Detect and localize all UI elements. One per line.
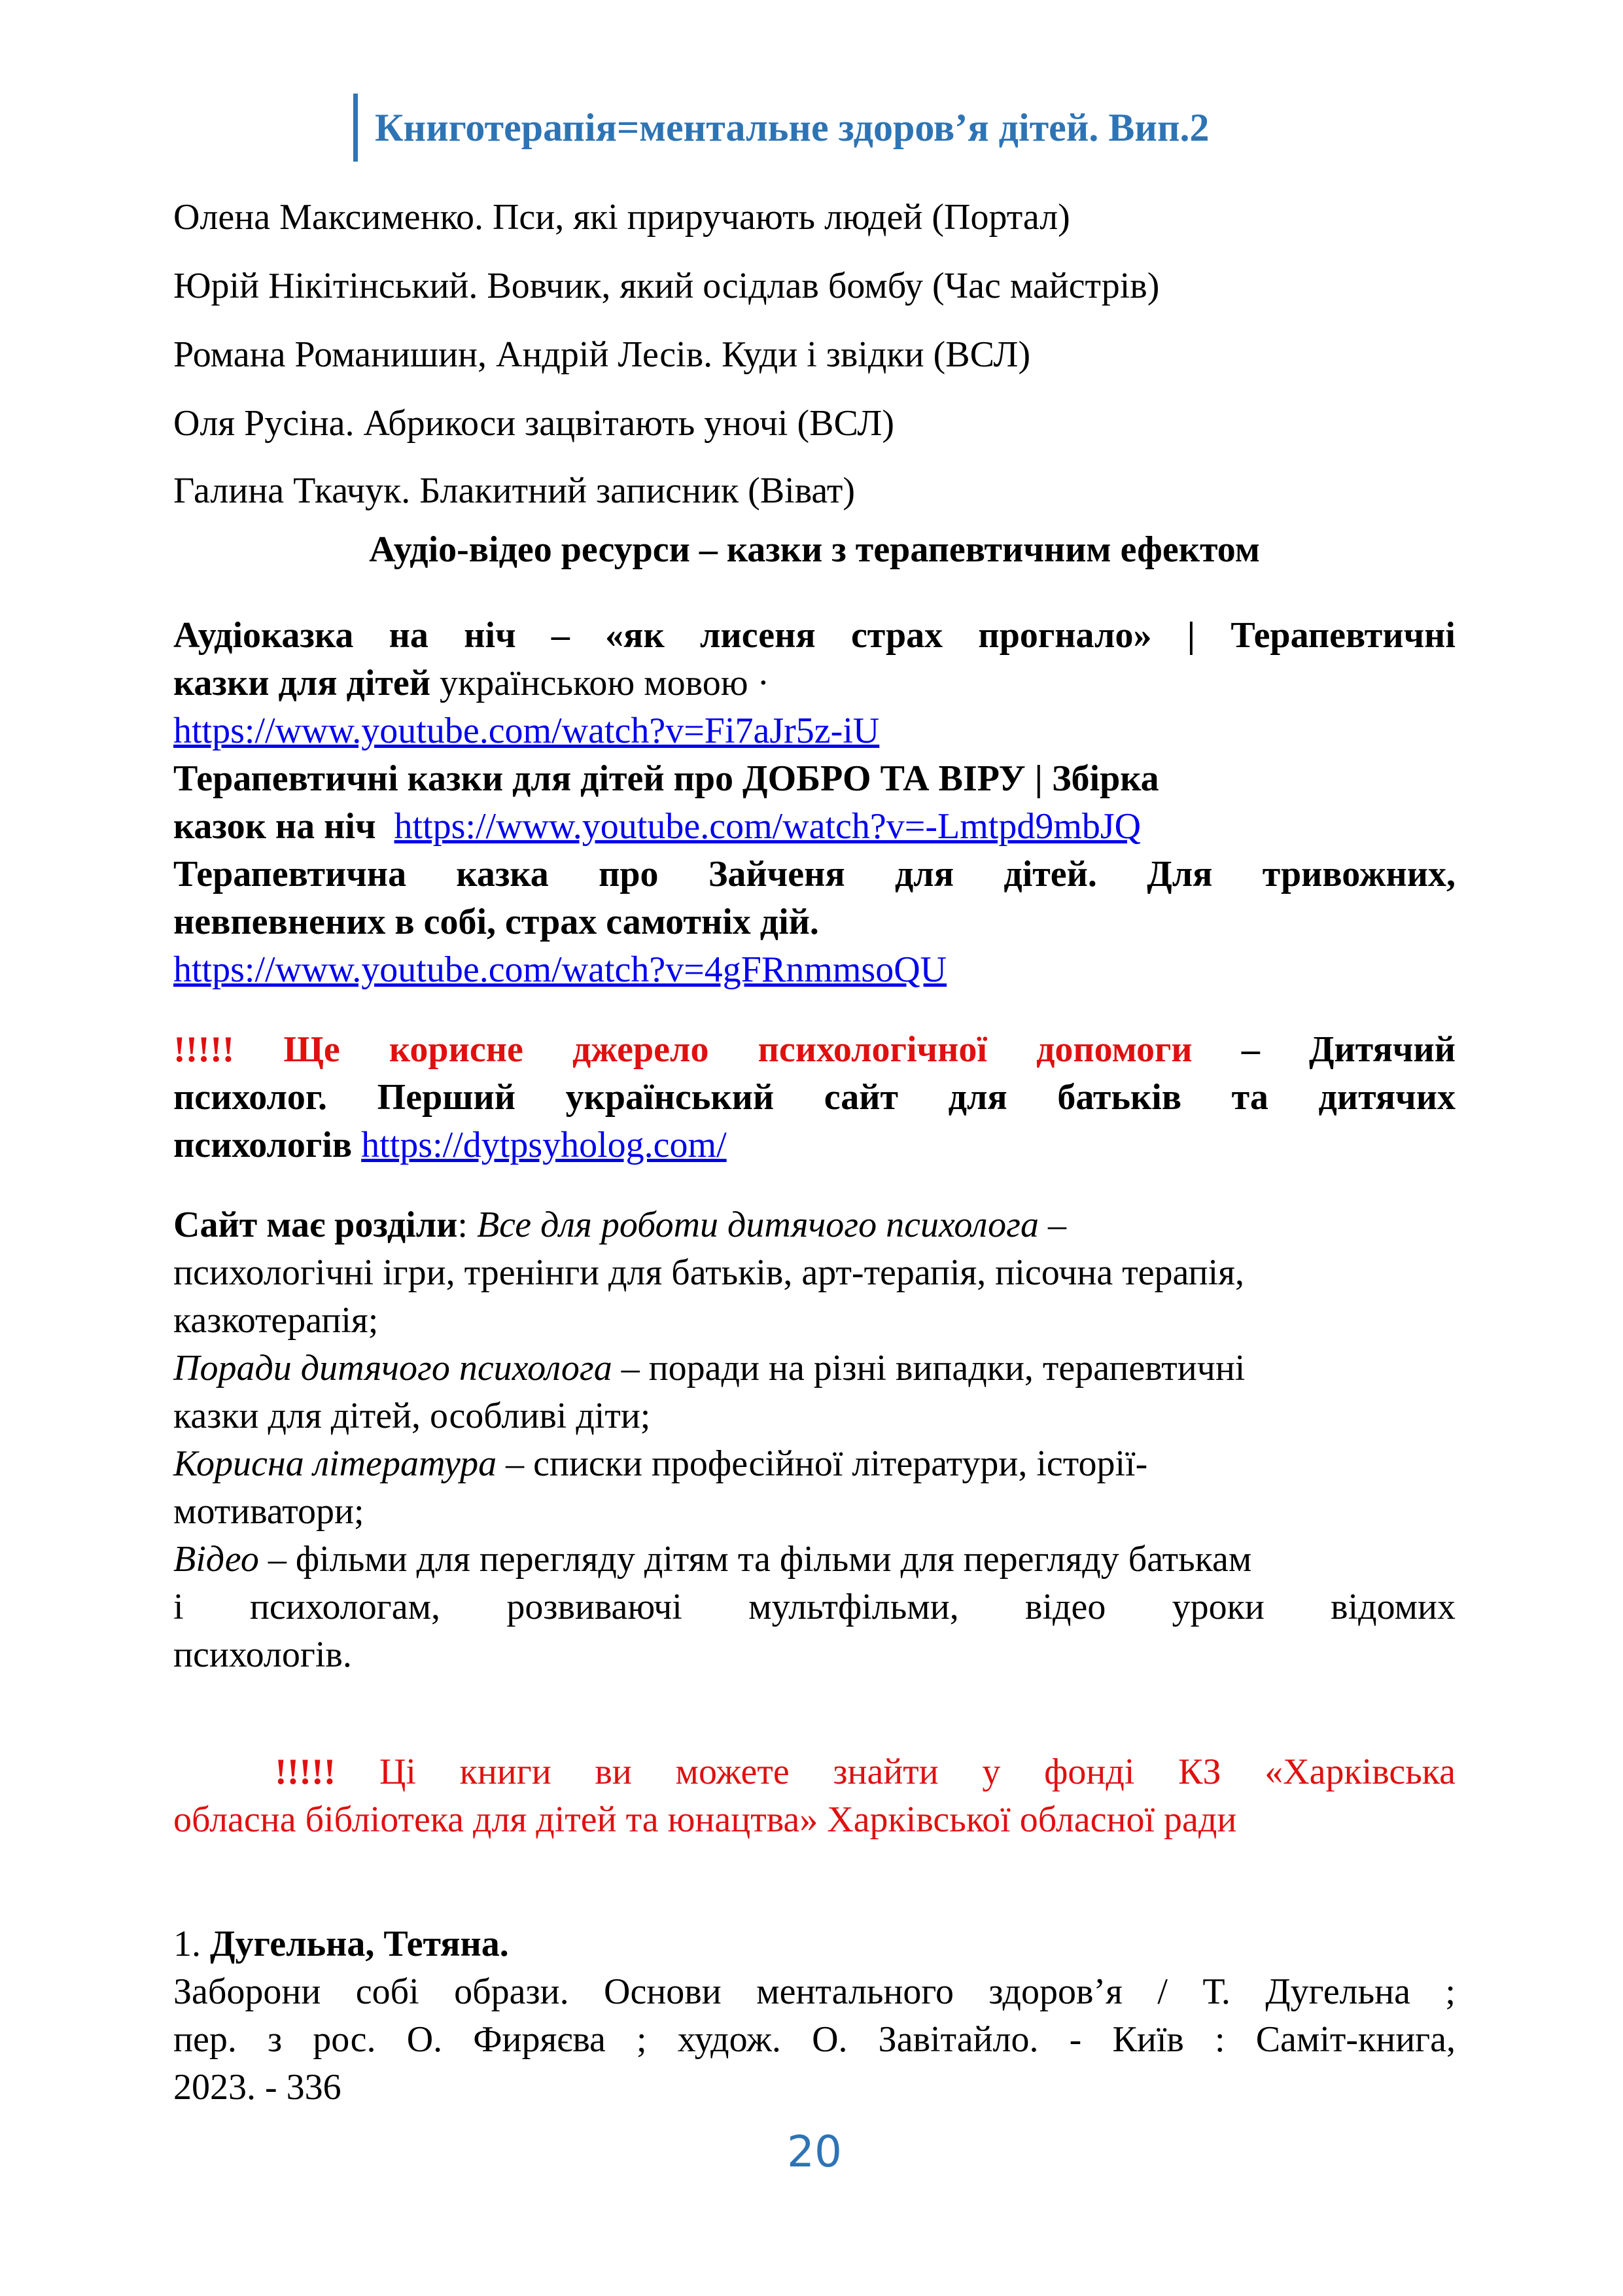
library-note-text: Ці книги ви можете знайти у фонді КЗ «Харківська	[336, 1752, 1456, 1792]
site-title: психологів	[173, 1125, 353, 1165]
book-item: Романа Романишин, Андрій Лесів. Куди і звідки (ВСЛ)	[173, 334, 1031, 375]
section-title: Поради дитячого психолога	[173, 1348, 612, 1388]
resource-title: невпевнених в собі, страх самотніх дій.	[173, 902, 819, 942]
book-item: Олена Максименко. Пси, які приручають людей (Портал)	[173, 197, 1070, 238]
header-title: Книготерапія=ментальне здоров’я дітей. Вип.2	[375, 105, 1210, 149]
section-dash: – поради на різні випадки, терапевтичні	[612, 1348, 1246, 1388]
header-accent-bar	[353, 94, 358, 162]
resource-item	[173, 612, 1456, 755]
section-text: мотиватори;	[173, 1491, 364, 1532]
section-title: Корисна література	[173, 1443, 497, 1484]
entry-number: 1.	[173, 1924, 201, 1964]
sections-colon: :	[457, 1205, 477, 1245]
resource-title: Терапевтичні казки для дітей про ДОБРО ТА ВІРУ | Збірка	[173, 758, 1159, 799]
psychologist-site-note	[173, 1026, 1456, 1169]
entry-author: Дугельна, Тетяна.	[210, 1924, 509, 1964]
section-text: казкотерапія;	[173, 1300, 379, 1341]
resource-link[interactable]: https://www.youtube.com/watch?v=Fi7aJr5z-iU	[173, 711, 880, 751]
section-title: Відео	[173, 1539, 259, 1580]
site-link[interactable]: https://dytpsyholog.com/	[361, 1125, 727, 1165]
book-item: Галина Ткачук. Блакитний записник (Віват)	[173, 470, 855, 511]
resource-title: Терапевтична казка про Зайченя для дітей. Для тривожних,	[173, 854, 1456, 894]
section-text: казки для дітей, особливі діти;	[173, 1396, 651, 1436]
resource-subtitle: українською мовою ·	[430, 663, 770, 703]
section-dash: –	[1038, 1205, 1066, 1245]
page-number: 20	[787, 2127, 842, 2177]
resource-title: казки для дітей	[173, 663, 431, 703]
library-note-text: обласна бібліотека для дітей та юнацтва» Харківської обласної ради	[173, 1799, 1237, 1840]
section-dash: – списки професійної літератури, історії-	[497, 1443, 1148, 1484]
entry-description: пер. з рос. О. Фиряєва ; худож. О. Завітайло. - Київ : Саміт-книга,	[173, 2019, 1456, 2060]
library-note	[173, 1748, 1456, 1844]
resource-link[interactable]: https://www.youtube.com/watch?v=-Lmtpd9mbJQ	[394, 806, 1142, 847]
site-title: – Дитячий	[1192, 1029, 1456, 1070]
section-text: і психологам, розвиваючі мультфільми, відео уроки відомих	[173, 1587, 1456, 1627]
resource-link[interactable]: https://www.youtube.com/watch?v=4gFRnmmsoQU	[173, 949, 947, 990]
resource-item	[173, 851, 1456, 994]
resource-title: Аудіоказка на ніч – «як лисеня страх прогнало» | Терапевтичні	[173, 615, 1456, 656]
highlight-text: Ще корисне джерело психологічної допомоги	[234, 1029, 1193, 1070]
sections-intro: Сайт має розділи	[173, 1205, 458, 1245]
resource-item	[173, 755, 1456, 851]
exclamation-marks: !!!!!	[173, 1029, 235, 1070]
running-header	[353, 92, 1210, 164]
site-title: психолог. Перший український сайт для батьків та дитячих	[173, 1077, 1456, 1118]
section-title: Все для роботи дитячого психолога	[476, 1205, 1039, 1245]
resource-title: казок на ніч	[173, 806, 376, 847]
site-sections	[173, 1201, 1456, 1679]
entry-description: Заборони собі образи. Основи ментального здоров’я / Т. Дугельна ;	[173, 1971, 1456, 2012]
bibliography-entry	[173, 1920, 1456, 2111]
exclamation-marks: !!!!!	[275, 1752, 336, 1792]
book-item: Юрій Нікітінський. Вовчик, який осідлав бомбу (Час майстрів)	[173, 266, 1160, 306]
section-dash: – фільми для перегляду дітям та фільми для перегляду батькам	[258, 1539, 1252, 1580]
section-heading: Аудіо-відео ресурси – казки з терапевтичним ефектом	[369, 529, 1260, 570]
section-text: психологів.	[173, 1634, 352, 1675]
section-text: психологічні ігри, тренінги для батьків, арт-терапія, пісочна терапія,	[173, 1252, 1244, 1293]
entry-description: 2023. - 336	[173, 2067, 341, 2108]
book-item: Оля Русіна. Абрикоси зацвітають уночі (ВСЛ)	[173, 403, 895, 444]
